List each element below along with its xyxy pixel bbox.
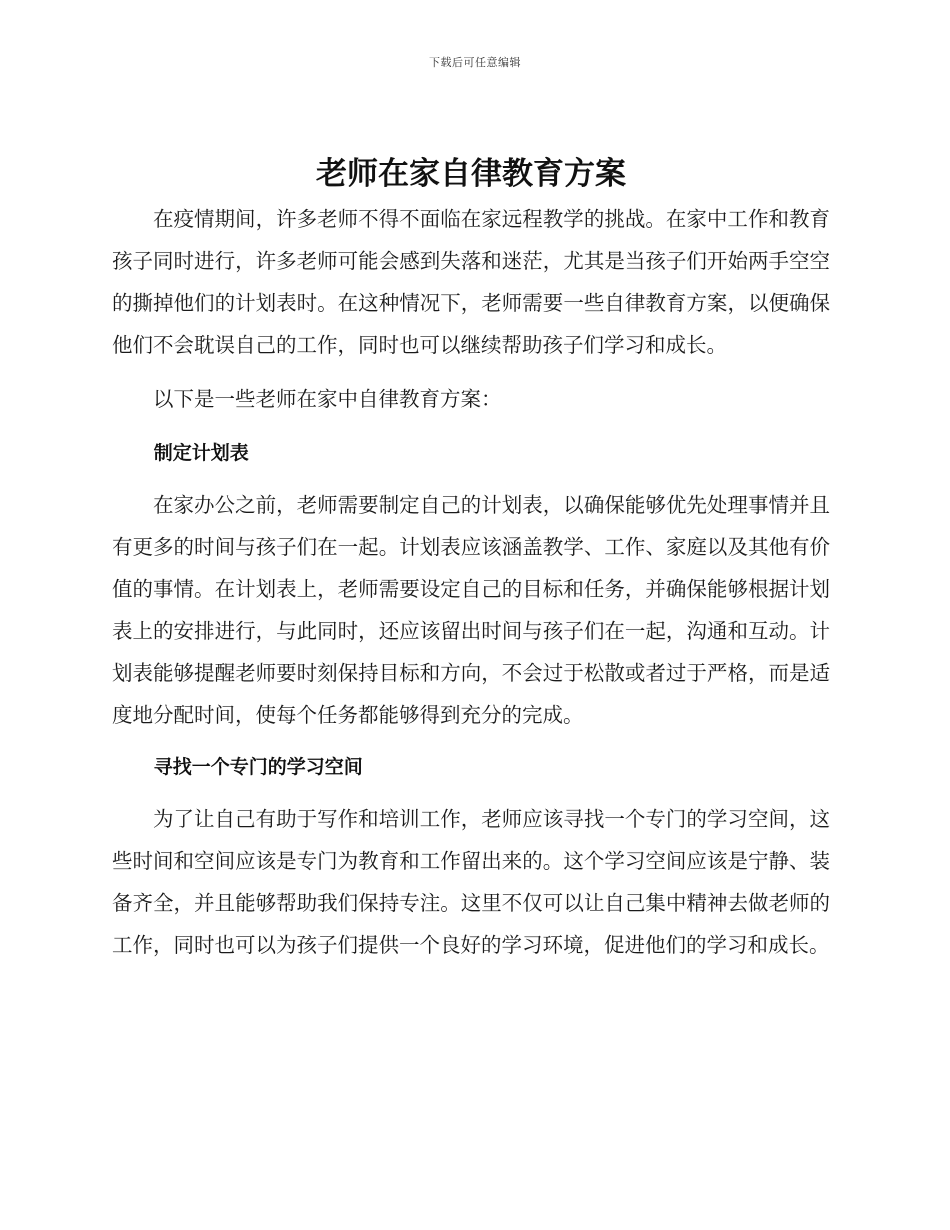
page-header-note: 下载后可任意编辑 <box>429 56 521 69</box>
section-heading-plan: 制定计划表 <box>153 442 249 464</box>
section-heading-study-space: 寻找一个专门的学习空间 <box>153 756 363 778</box>
section-body-plan: 在家办公之前，老师需要制定自己的计划表，以确保能够优先处理事情并且有更多的时间与孩子们在一起。计划表应该涵盖教学、工作、家庭以及其他有价值的事情。在计划表上，老师需要设定自己的目标和任务，并确保能够根据计划表上的安排进行，与此同时，还应该留出时间与孩子们在一起，沟通和互动。计划表能够提醒老师要时刻保持目标和方向，不会过于松散或者过于严格，而是适度地分配时间，使每个任务都能够得到充分的完成。 <box>112 493 830 727</box>
document-body <box>112 150 830 966</box>
list-intro-paragraph: 以下是一些老师在家中自律教育方案： <box>153 387 502 411</box>
intro-paragraph: 在疫情期间，许多老师不得不面临在家远程教学的挑战。在家中工作和教育孩子同时进行，许多老师可能会感到失落和迷茫，尤其是当孩子们开始两手空空的撕掉他们的计划表时。在这种情况下，老师需要一些自律教育方案，以便确保他们不会耽误自己的工作，同时也可以继续帮助孩子们学习和成长。 <box>112 207 830 357</box>
section-body-study-space: 为了让自己有助于写作和培训工作，老师应该寻找一个专门的学习空间，这些时间和空间应该是专门为教育和工作留出来的。这个学习空间应该是宁静、装备齐全，并且能够帮助我们保持专注。这里不仅可以让自己集中精神去做老师的工作，同时也可以为孩子们提供一个良好的学习环境，促进他们的学习和成长。 <box>112 807 830 957</box>
document-title: 老师在家自律教育方案 <box>316 156 626 192</box>
